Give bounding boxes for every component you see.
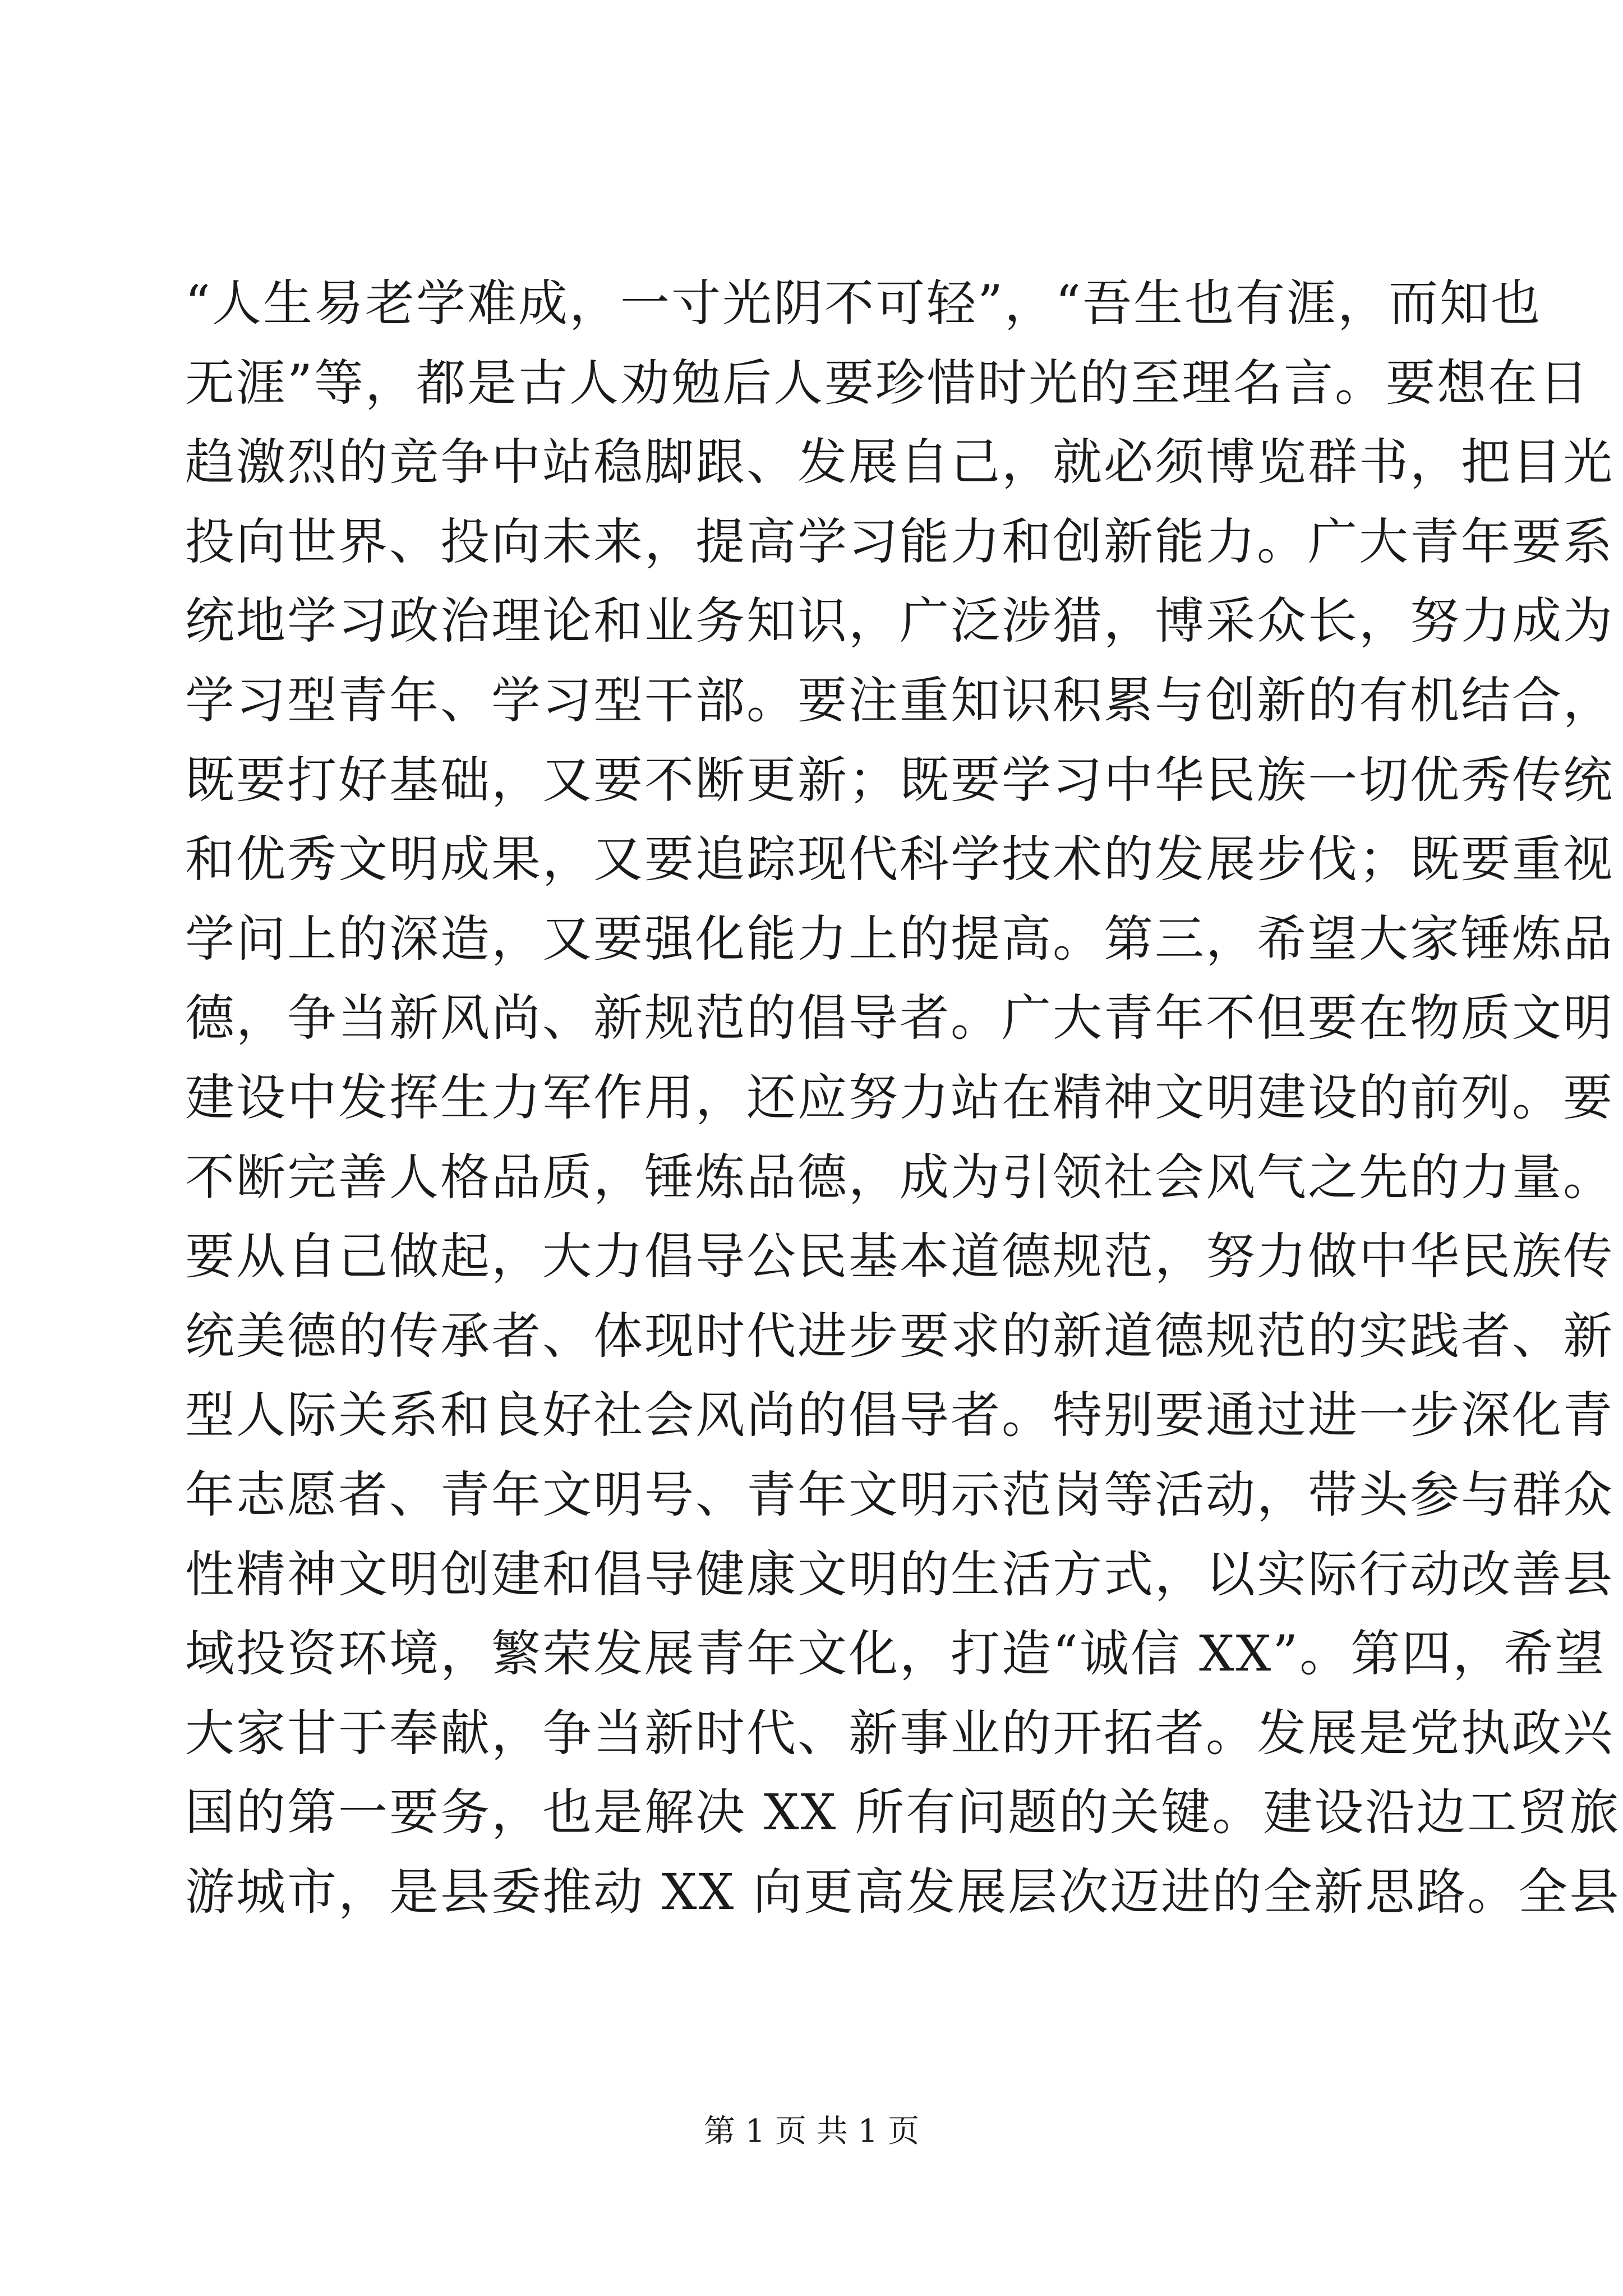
text-line: 学问上的深造，又要强化能力上的提高。第三，希望大家锤炼品 [185, 909, 1615, 968]
text-line: 和优秀文明成果，又要追踪现代科学技术的发展步伐；既要重视 [185, 830, 1615, 889]
text-line: 学习型青年、学习型干部。要注重知识积累与创新的有机结合， [185, 671, 1615, 729]
text-line: 统美德的传承者、体现时代进步要求的新道德规范的实践者、新 [185, 1306, 1615, 1365]
text-line: 德，争当新风尚、新规范的倡导者。广大青年不但要在物质文明 [185, 989, 1615, 1047]
text-line: 趋激烈的竞争中站稳脚跟、发展自己，就必须博览群书，把目光 [185, 433, 1615, 491]
page-number-footer: 第 1 页 共 1 页 [703, 2113, 920, 2150]
text-line: 性精神文明创建和倡导健康文明的生活方式，以实际行动改善县 [185, 1545, 1615, 1603]
text-line: 统地学习政治理论和业务知识，广泛涉猎，博采众长，努力成为 [185, 592, 1615, 650]
text-line: 国的第一要务，也是解决 XX 所有问题的关键。建设沿边工贸旅 [185, 1783, 1621, 1842]
text-line: 既要打好基础，又要不断更新；既要学习中华民族一切优秀传统 [185, 751, 1615, 809]
body-paragraph [185, 264, 1621, 1931]
text-line: 不断完善人格品质，锤炼品德，成为引领社会风气之先的力量。 [185, 1148, 1615, 1206]
text-line: 大家甘于奉献，争当新时代、新事业的开拓者。发展是党执政兴 [185, 1704, 1615, 1762]
text-line: 建设中发挥生力军作用，还应努力站在精神文明建设的前列。要 [185, 1068, 1615, 1126]
text-line: “人生易老学难成，一寸光阴不可轻”，“吾生也有涯，而知也 [185, 274, 1542, 332]
text-line: 投向世界、投向未来，提高学习能力和创新能力。广大青年要系 [185, 512, 1615, 570]
text-line: 型人际关系和良好社会风尚的倡导者。特别要通过进一步深化青 [185, 1386, 1615, 1444]
text-line: 游城市，是县委推动 XX 向更高发展层次迈进的全新思路。全县 [185, 1862, 1621, 1921]
text-line: 年志愿者、青年文明号、青年文明示范岗等活动，带头参与群众 [185, 1465, 1615, 1524]
text-line: 域投资环境，繁荣发展青年文化，打造“诚信 XX”。第四，希望 [185, 1625, 1606, 1683]
text-line: 无涯”等，都是古人劝勉后人要珍惜时光的至理名言。要想在日 [185, 353, 1590, 412]
text-line: 要从自己做起，大力倡导公民基本道德规范，努力做中华民族传 [185, 1227, 1615, 1286]
